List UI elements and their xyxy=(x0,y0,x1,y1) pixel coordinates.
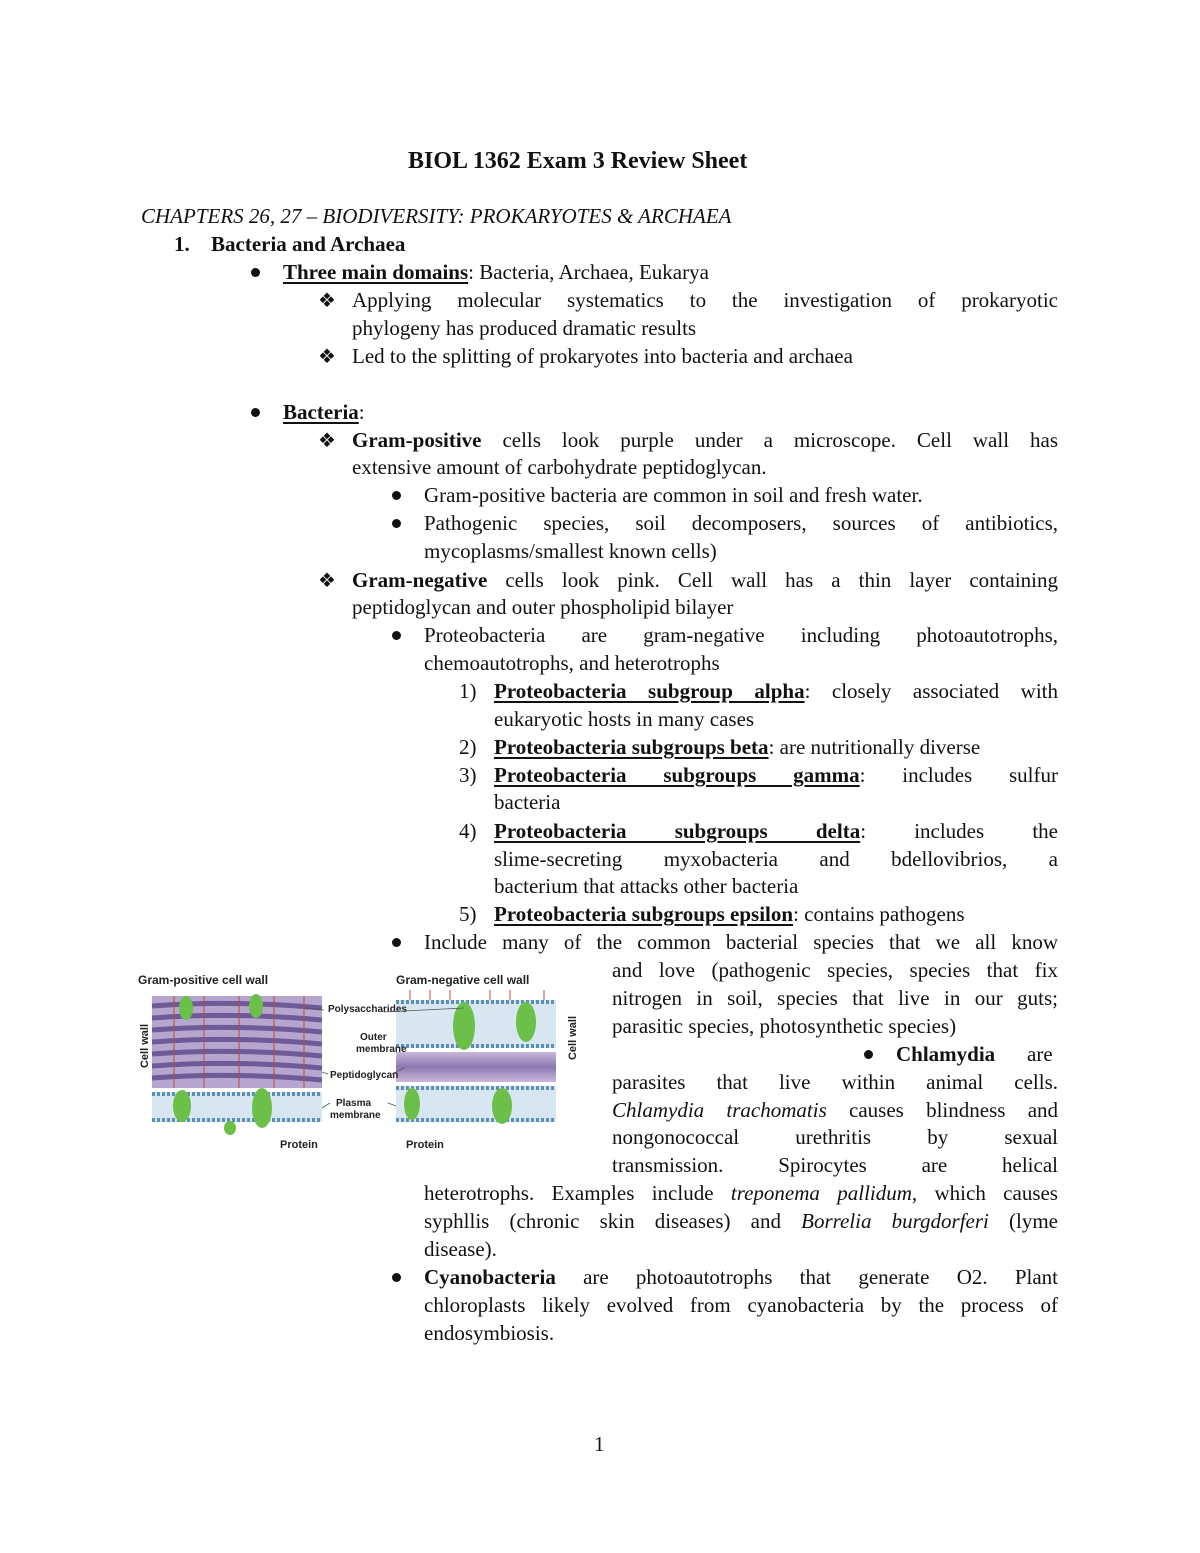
sub3-label: Proteobacteria subgroups gamma xyxy=(494,763,860,787)
sub4-text: : includes the xyxy=(860,819,1058,843)
chl-line7-b: (lyme xyxy=(1009,1209,1058,1233)
page-title: BIOL 1362 Exam 3 Review Sheet xyxy=(408,148,748,174)
bullet-icon xyxy=(251,268,260,277)
include-line1: Include many of the common bacterial species that we all know xyxy=(424,930,1058,954)
chl-line7-italic: Borrelia burgdorferi xyxy=(801,1209,989,1233)
gram-pos-b1: Gram-positive bacteria are common in soil and fresh water. xyxy=(424,483,923,507)
outer-membrane-label-1: Outer xyxy=(360,1032,387,1043)
gram-pos-b2-line1: Pathogenic species, soil decomposers, sources of antibiotics, xyxy=(424,511,1058,535)
sub5-text: : contains pathogens xyxy=(793,902,965,926)
chl-line3-rest: causes blindness and xyxy=(849,1098,1059,1122)
sub1-line1 xyxy=(494,681,1058,702)
section-number: 1. xyxy=(174,232,190,256)
include-line3: nitrogen in soil, species that live in our guts; xyxy=(612,986,1058,1010)
sub4-cont2: bacterium that attacks other bacteria xyxy=(494,874,799,898)
cyano-line2: chloroplasts likely evolved from cyanobacteria by the process of xyxy=(424,1293,1058,1317)
sub3-text: : includes sulfur xyxy=(859,763,1059,787)
cyano-line1 xyxy=(424,1267,1058,1288)
sub5-number: 5) xyxy=(459,902,477,926)
cell-wall-left-label: Cell wall xyxy=(139,1023,151,1069)
sub1-label: Proteobacteria subgroup alpha xyxy=(494,679,805,703)
domains-text: : Bacteria, Archaea, Eukarya xyxy=(468,260,709,284)
gram-neg-title: Gram-negative cell wall xyxy=(396,973,530,987)
protein-left-label: Protein xyxy=(280,1139,318,1151)
diamond-bullet-icon: ❖ xyxy=(318,290,336,312)
domains-label: Three main domains xyxy=(283,260,469,284)
domains-line xyxy=(283,262,709,283)
bullet-icon xyxy=(864,1050,873,1059)
outer-membrane-label-2: membrane xyxy=(356,1044,407,1055)
proteo-line2: chemoautotrophs, and heterotrophs xyxy=(424,651,720,675)
chlamydia-are: are xyxy=(1027,1042,1053,1066)
bacteria-label: Bacteria xyxy=(283,400,359,424)
domains-sub2: Led to the splitting of prokaryotes into bacteria and archaea xyxy=(352,344,853,368)
sub2-text: : are nutritionally diverse xyxy=(768,735,981,759)
bacteria-line xyxy=(283,402,365,423)
domains-sub1-line2: phylogeny has produced dramatic results xyxy=(352,316,697,340)
section-heading: Bacteria and Archaea xyxy=(211,232,406,256)
cell-wall-right-label: Cell wall xyxy=(567,1015,579,1061)
gram-neg-text: cells look pink. Cell wall has a thin layer containing xyxy=(505,568,1059,592)
bullet-icon xyxy=(392,1273,401,1282)
sub4-label: Proteobacteria subgroups delta xyxy=(494,819,861,843)
bullet-icon xyxy=(392,938,401,947)
sub3-line1 xyxy=(494,765,1058,786)
sub4-number: 4) xyxy=(459,819,477,843)
gram-pos-label: Gram-positive xyxy=(352,428,482,452)
chl-line6-b: , which causes xyxy=(911,1181,1058,1205)
chl-line7-a: syphllis (chronic skin diseases) and xyxy=(424,1209,781,1233)
chl-line6-a: heterotrophs. Examples include xyxy=(424,1181,714,1205)
proteo-line1: Proteobacteria are gram-negative including photoautotrophs, xyxy=(424,623,1058,647)
cyano-line3: endosymbiosis. xyxy=(424,1321,555,1345)
plasma-membrane-label-1: Plasma xyxy=(336,1098,372,1109)
diamond-bullet-icon: ❖ xyxy=(318,346,336,368)
chl-line3 xyxy=(612,1100,1058,1121)
sub5-line xyxy=(494,904,965,925)
sub4-line1 xyxy=(494,821,1058,842)
chapter-heading: CHAPTERS 26, 27 – BIODIVERSITY: PROKARYOTES & ARCHAEA xyxy=(141,204,732,228)
gram-neg-label: Gram-negative xyxy=(352,568,488,592)
chl-line4: nongonococcal urethritis by sexual xyxy=(612,1125,1058,1149)
gram-pos-line1 xyxy=(352,430,1058,451)
gram-neg-line2: peptidoglycan and outer phospholipid bilayer xyxy=(352,595,734,619)
polysaccharides-label: Polysaccharides xyxy=(328,1004,407,1015)
sub5-label: Proteobacteria subgroups epsilon xyxy=(494,902,794,926)
sub2-line xyxy=(494,737,980,758)
bullet-icon xyxy=(251,408,260,417)
cell-wall-figure xyxy=(134,968,584,1158)
chl-line6 xyxy=(424,1183,1058,1204)
chl-line6-italic: treponema pallidum xyxy=(730,1181,912,1205)
sub2-number: 2) xyxy=(459,735,477,759)
cyano-text: are photoautotrophs that generate O2. Plant xyxy=(583,1265,1059,1289)
bacteria-colon: : xyxy=(358,400,365,424)
gram-pos-line2: extensive amount of carbohydrate peptidoglycan. xyxy=(352,455,767,479)
sub3-number: 3) xyxy=(459,763,477,787)
bullet-icon xyxy=(392,491,401,500)
page-number: 1 xyxy=(594,1432,605,1456)
chl-line7 xyxy=(424,1211,1058,1232)
chl-line2: parasites that live within animal cells. xyxy=(612,1070,1058,1094)
gram-pos-title: Gram-positive cell wall xyxy=(138,973,269,987)
sub4-cont: slime-secreting myxobacteria and bdellovibrios, a xyxy=(494,847,1058,871)
sub1-number: 1) xyxy=(459,679,477,703)
protein-right-label: Protein xyxy=(406,1139,444,1151)
chl-italic: Chlamydia trachomatis xyxy=(612,1098,827,1122)
bullet-icon xyxy=(392,519,401,528)
gram-positive-wall xyxy=(152,994,322,1135)
gram-pos-text: cells look purple under a microscope. Cell wall has xyxy=(502,428,1058,452)
domains-sub1-line1: Applying molecular systematics to the investigation of prokaryotic xyxy=(352,288,1058,312)
gram-neg-line1 xyxy=(352,570,1058,591)
sub2-label: Proteobacteria subgroups beta xyxy=(494,735,769,759)
sub3-cont: bacteria xyxy=(494,790,561,814)
gram-pos-b2-line2: mycoplasms/smallest known cells) xyxy=(424,539,717,563)
chl-line8: disease). xyxy=(424,1237,497,1261)
cyano-label: Cyanobacteria xyxy=(424,1265,556,1289)
include-line4: parasitic species, photosynthetic species) xyxy=(612,1014,957,1038)
sub1-text: : closely associated with xyxy=(804,679,1059,703)
bullet-icon xyxy=(392,631,401,640)
chlamydia-label: Chlamydia xyxy=(896,1042,996,1066)
diamond-bullet-icon: ❖ xyxy=(318,430,336,452)
sub1-cont: eukaryotic hosts in many cases xyxy=(494,707,755,731)
plasma-membrane-label-2: membrane xyxy=(330,1110,381,1121)
diamond-bullet-icon: ❖ xyxy=(318,570,336,592)
chl-line5: transmission. Spirocytes are helical xyxy=(612,1153,1058,1177)
peptidoglycan-label: Peptidoglycan xyxy=(330,1070,399,1081)
include-line2: and love (pathogenic species, species that fix xyxy=(612,958,1058,982)
